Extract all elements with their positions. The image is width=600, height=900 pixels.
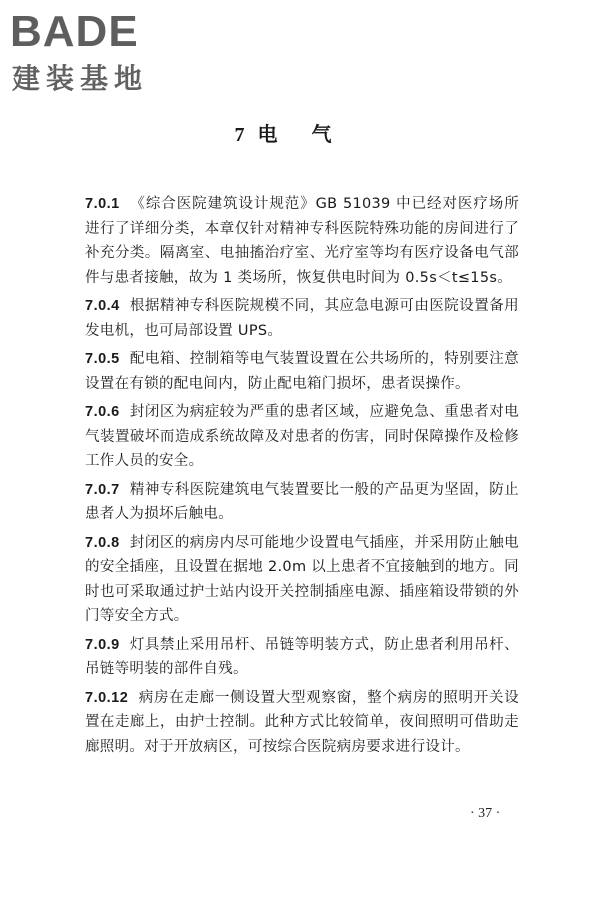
clause-7-0-5 (85, 347, 519, 396)
clause-number: 7.0.5 (85, 351, 120, 367)
clause-7-0-1 (85, 192, 519, 290)
clause-number: 7.0.7 (85, 481, 120, 498)
clause-number: 7.0.9 (85, 636, 120, 653)
clause-7-0-7 (85, 478, 519, 527)
clause-text: 配电箱、控制箱等电气装置设置在公共场所的，特别要注意设置在有锁的配电间内，防止配电箱门损坏，患者误操作。 (85, 351, 519, 392)
clause-7-0-12 (85, 686, 519, 760)
logo-wordmark: BADE (10, 7, 139, 56)
clause-number: 7.0.4 (85, 298, 120, 314)
clause-7-0-4 (85, 294, 519, 343)
clause-text: 封闭区为病症较为严重的患者区域，应避免急、重患者对电气装置破坏而造成系统故障及对患者的伤害，同时保障操作及检修工作人员的安全。 (85, 404, 519, 469)
bade-logo (10, 6, 180, 98)
clause-number: 7.0.6 (85, 404, 120, 420)
clause-number: 7.0.12 (85, 689, 129, 706)
clause-number: 7.0.8 (85, 534, 120, 551)
chapter-number: 7 (234, 124, 245, 146)
clause-number: 7.0.1 (85, 196, 120, 212)
clause-7-0-8 (85, 531, 519, 629)
clause-text: 根据精神专科医院规模不同，其应急电源可由医院设置备用发电机，也可局部设置 UPS。 (85, 298, 519, 339)
clause-text: 《综合医院建筑设计规范》GB 51039 中已经对医疗场所进行了详细分类，本章仅针对精神专科医院特殊功能的房间进行了补充分类。隔离室、电抽搐治疗室、光疗室等均有医疗设备电气部件与患者接触，故为 1 类场所，恢复供电时间为 0.5s＜t≤15s。 (85, 196, 519, 286)
clause-text: 精神专科医院建筑电气装置要比一般的产品更为坚固，防止患者人为损坏后触电。 (85, 481, 519, 522)
logo-subtitle: 建装基地 (12, 62, 149, 95)
clause-7-0-6 (85, 400, 519, 474)
chapter-title: 电气 (257, 122, 366, 146)
clause-text: 灯具禁止采用吊杆、吊链等明装方式，防止患者利用吊杆、吊链等明装的部件自残。 (85, 636, 519, 677)
clause-text: 封闭区的病房内尽可能地少设置电气插座，并采用防止触电的安全插座，且设置在据地 2.0m 以上患者不宜接触到的地方。同时也可采取通过护士站内设开关控制插座电源、插座箱设带锁的外门等安全方式。 (85, 534, 519, 624)
page-number: · 37 · (470, 806, 501, 821)
chapter-heading (0, 120, 600, 149)
clause-7-0-9 (85, 633, 519, 682)
clause-text: 病房在走廊一侧设置大型观察窗，整个病房的照明开关设置在走廊上，由护士控制。此种方式比较简单，夜间照明可借助走廊照明。对于开放病区，可按综合医院病房要求进行设计。 (85, 689, 519, 755)
clause-list (85, 192, 519, 763)
